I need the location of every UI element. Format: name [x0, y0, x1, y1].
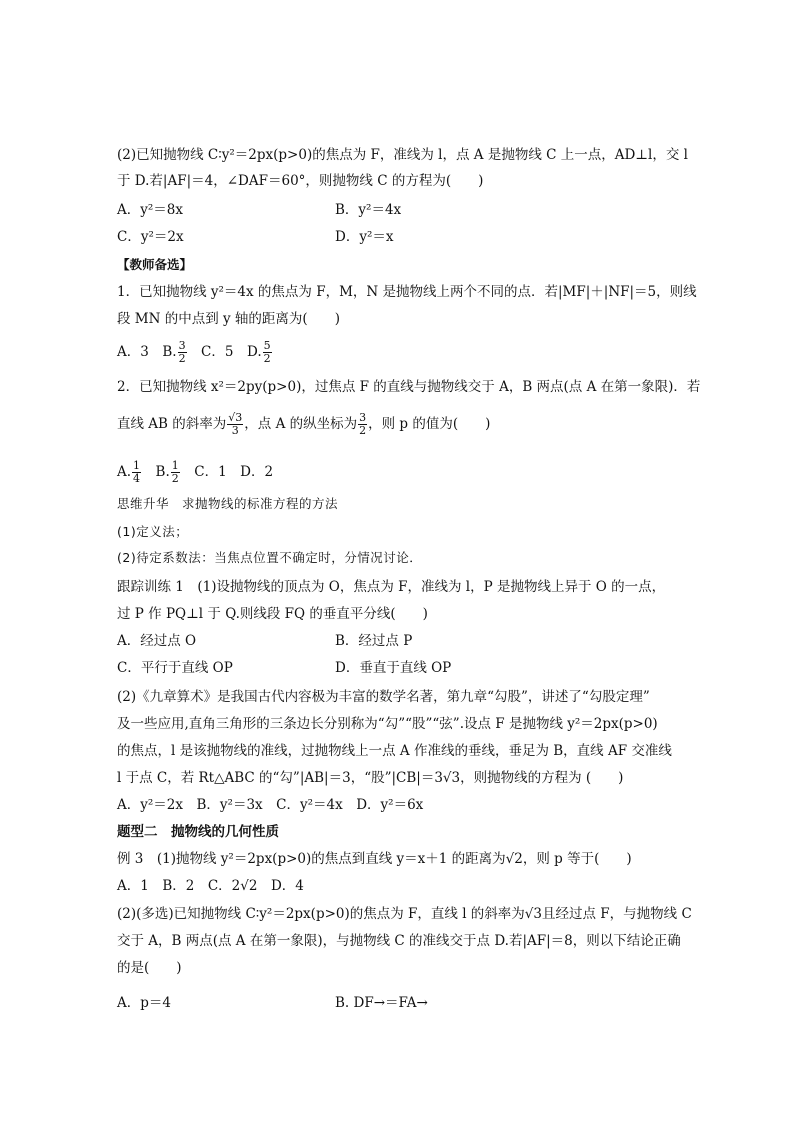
fraction-denominator: 2: [359, 424, 367, 437]
t2-slope-fraction: [227, 412, 243, 437]
q2-option-b: B．y²＝4x: [335, 202, 402, 218]
fraction-numerator: 1: [171, 459, 179, 472]
trace1-option-b: B．经过点 P: [335, 633, 413, 649]
t2-option-a: A.: [117, 464, 132, 480]
ex3-line-1: 例 3 (1)抛物线 y²＝2px(p>0)的焦点到直线 y＝x＋1 的距离为√2，则 p 等于( ): [117, 851, 632, 867]
t2-text-c: ，则 p 的值为( ): [368, 416, 491, 432]
trace1-line-2: 过 P 作 PQ⊥l 于 Q.则线段 FQ 的垂直平分线( ): [117, 606, 428, 622]
fraction-denominator: 2: [178, 352, 186, 365]
fraction-numerator: 1: [133, 459, 141, 472]
trace1-line-1: 跟踪训练 1 (1)设抛物线的顶点为 O，焦点为 F，准线为 l，P 是抛物线上异于 O 的一点，: [117, 579, 666, 595]
trace2-line-2: 及一些应用,直角三角形的三条边长分别称为“勾”“股”“弦”.设点 F 是抛物线 y²＝2px(p>0): [117, 716, 658, 732]
trace1-option-d: D．垂直于直线 OP: [335, 660, 452, 676]
t1-line-1: 1．已知抛物线 y²＝4x 的焦点为 F，M，N 是抛物线上两个不同的点．若|MF|＋|NF|＝5，则线: [117, 284, 697, 300]
t1-option-c: C．5 D.: [187, 344, 262, 360]
q2-option-d: D．y²＝x: [335, 229, 394, 245]
ex3-line-2: (2)(多选)已知抛物线 C∶y²＝2px(p>0)的焦点为 F，直线 l 的斜率为√3且经过点 F，与抛物线 C: [117, 906, 692, 922]
fraction-denominator: 3: [231, 424, 239, 437]
section-type-2-heading: 题型二 抛物线的几何性质: [117, 824, 279, 840]
ex3-option-a: A．p＝4: [117, 995, 171, 1011]
trace1-option-a: A．经过点 O: [117, 633, 197, 649]
fraction-denominator: 2: [171, 472, 179, 485]
fraction-numerator: 5: [263, 339, 271, 352]
trace2-line-1: (2)《九章算术》是我国古代内容极为丰富的数学名著，第九章“勾股”，讲述了“勾股定理”: [117, 689, 650, 705]
t2-options: [117, 460, 273, 485]
trace2-line-3: 的焦点，l 是该抛物线的准线，过抛物线上一点 A 作准线的垂线，垂足为 B，直线 AF 交准线: [117, 743, 672, 759]
ex3-options-1: A．1 B．2 C．2√2 D．4: [117, 878, 304, 894]
fraction-denominator: 2: [263, 352, 271, 365]
think-method-2: (2)待定系数法：当焦点位置不确定时，分情况讨论．: [117, 550, 423, 565]
fraction-numerator: 3: [359, 411, 367, 424]
ex3-line-3: 交于 A，B 两点(点 A 在第一象限)，与抛物线 C 的准线交于点 D.若|AF|＝8，则以下结论正确: [117, 933, 681, 949]
think-method-1: (1)定义法；: [117, 524, 189, 539]
t2-option-b: B.: [142, 464, 170, 480]
t1-fraction-d: [263, 340, 272, 365]
t1-line-2: 段 MN 的中点到 y 轴的距离为( ): [117, 311, 340, 327]
trace2-line-4: l 于点 C，若 Rt△ABC 的“勾”|AB|＝3，“股”|CB|＝3√3，则抛物线的方程为 ( ): [117, 770, 624, 786]
t2-fraction-a: [132, 460, 141, 485]
t2-line-2: [117, 412, 490, 437]
trace1-option-c: C．平行于直线 OP: [117, 660, 233, 676]
t1-options: [117, 340, 273, 365]
teacher-section-header: 【教师备选】: [117, 257, 193, 272]
ex3-line-4: 的是( ): [117, 960, 182, 976]
think-title: 思维升华 求抛物线的标准方程的方法: [117, 496, 339, 511]
fraction-denominator: 4: [133, 472, 141, 485]
fraction-numerator: 3: [178, 339, 186, 352]
fraction-numerator: √3: [228, 411, 243, 424]
t2-line-1: 2．已知抛物线 x²＝2py(p>0)，过焦点 F 的直线与抛物线交于 A，B 两点(点 A 在第一象限)．若: [117, 379, 701, 395]
t2-option-cd: C．1 D．2: [180, 464, 274, 480]
q2-option-c: C．y²＝2x: [117, 229, 184, 245]
t2-text-a: 直线 AB 的斜率为: [117, 416, 227, 432]
ex3-option-b: B. DF→＝FA→: [335, 995, 428, 1011]
q2-option-a: A．y²＝8x: [117, 202, 183, 218]
t1-option-a: A．3 B.: [117, 344, 177, 360]
t2-text-b: ，点 A 的纵坐标为: [244, 416, 358, 432]
trace2-options: A．y²＝2x B．y²＝3x C．y²＝4x D．y²＝6x: [117, 797, 424, 813]
t2-fraction-b: [171, 460, 180, 485]
t2-y-fraction: [358, 412, 367, 437]
t1-fraction-b: [178, 340, 187, 365]
q2-line-2: 于 D.若|AF|＝4，∠DAF＝60°，则抛物线 C 的方程为( ): [117, 173, 484, 189]
q2-line-1: (2)已知抛物线 C∶y²＝2px(p>0)的焦点为 F，准线为 l，点 A 是抛物线 C 上一点，AD⊥l，交 l: [117, 147, 688, 163]
